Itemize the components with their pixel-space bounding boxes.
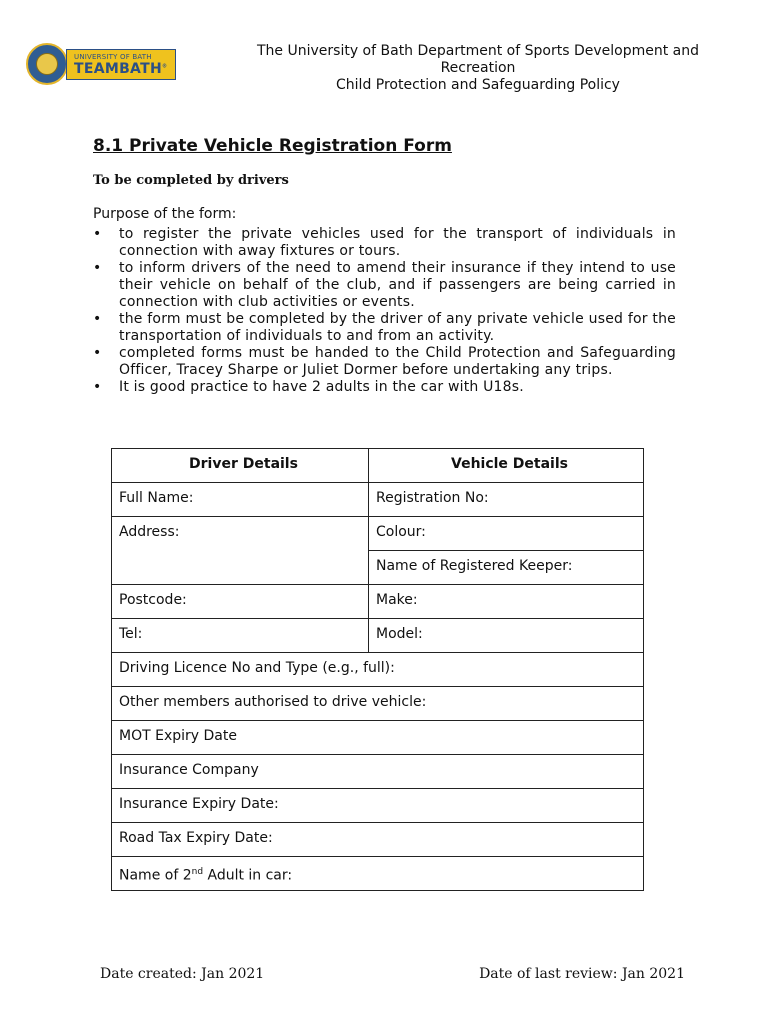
list-item: • to register the private vehicles used for the transport of individuals in connection with away fixtures or tours. [93, 226, 676, 259]
table-row [112, 653, 644, 687]
list-item: • completed forms must be handed to the Child Protection and Safeguarding Officer, Tracey Sharpe or Juliet Dormer before undertaking any trips. [93, 345, 676, 378]
vehicle-details-header: Vehicle Details [369, 449, 644, 483]
teambath-logo [26, 43, 178, 85]
date-created: Date created: Jan 2021 [100, 966, 265, 982]
bullet-icon: • [93, 345, 102, 361]
header-line-1: The University of Bath Department of Sports Development and [257, 43, 699, 59]
road-tax-expiry-field[interactable]: Road Tax Expiry Date: [112, 823, 644, 857]
insurance-expiry-field[interactable]: Insurance Expiry Date: [112, 789, 644, 823]
second-adult-field[interactable]: Name of 2nd Adult in car: [112, 857, 644, 891]
table-row [112, 585, 644, 619]
university-seal-icon [26, 43, 68, 85]
driver-details-header: Driver Details [112, 449, 369, 483]
logo-plate [66, 49, 176, 80]
table-row [112, 449, 644, 483]
bullet-icon: • [93, 260, 102, 276]
purpose-label: Purpose of the form: [93, 206, 237, 222]
driving-licence-field[interactable]: Driving Licence No and Type (e.g., full): [112, 653, 644, 687]
postcode-field[interactable]: Postcode: [112, 585, 369, 619]
mot-expiry-field[interactable]: MOT Expiry Date [112, 721, 644, 755]
page-subtitle: To be completed by drivers [93, 173, 289, 188]
table-row [112, 483, 644, 517]
purpose-list [93, 226, 676, 396]
tel-field[interactable]: Tel: [112, 619, 369, 653]
registration-no-field[interactable]: Registration No: [369, 483, 644, 517]
table-row [112, 789, 644, 823]
table-row [112, 755, 644, 789]
insurance-company-field[interactable]: Insurance Company [112, 755, 644, 789]
registered-keeper-field[interactable]: Name of Registered Keeper: [369, 551, 644, 585]
header-line-3: Child Protection and Safeguarding Policy [336, 77, 620, 93]
colour-field[interactable]: Colour: [369, 517, 644, 551]
model-field[interactable]: Model: [369, 619, 644, 653]
header-line-2: Recreation [440, 60, 516, 76]
page-title: 8.1 Private Vehicle Registration Form [93, 136, 452, 156]
list-item: • to inform drivers of the need to amend their insurance if they intend to use their vehicle on behalf of the club, and if passengers are being carried in connection with club activities or events. [93, 260, 676, 310]
logo-main-text: TEAMBATH® [74, 61, 168, 77]
table-row [112, 721, 644, 755]
table-row [112, 687, 644, 721]
date-last-review: Date of last review: Jan 2021 [479, 966, 685, 982]
table-row [112, 857, 644, 891]
table-row [112, 823, 644, 857]
bullet-icon: • [93, 226, 102, 242]
list-item: • It is good practice to have 2 adults in the car with U18s. [93, 379, 524, 395]
document-header [220, 43, 736, 94]
make-field[interactable]: Make: [369, 585, 644, 619]
list-item: • the form must be completed by the driver of any private vehicle used for the transportation of individuals to and from an activity. [93, 311, 676, 344]
table-row [112, 619, 644, 653]
registration-form-table [111, 448, 644, 891]
bullet-icon: • [93, 311, 102, 327]
full-name-field[interactable]: Full Name: [112, 483, 369, 517]
address-field[interactable]: Address: [112, 517, 369, 585]
logo-top-text: UNIVERSITY OF BATH [74, 53, 152, 61]
other-members-field[interactable]: Other members authorised to drive vehicle: [112, 687, 644, 721]
table-row [112, 517, 644, 551]
bullet-icon: • [93, 379, 102, 395]
